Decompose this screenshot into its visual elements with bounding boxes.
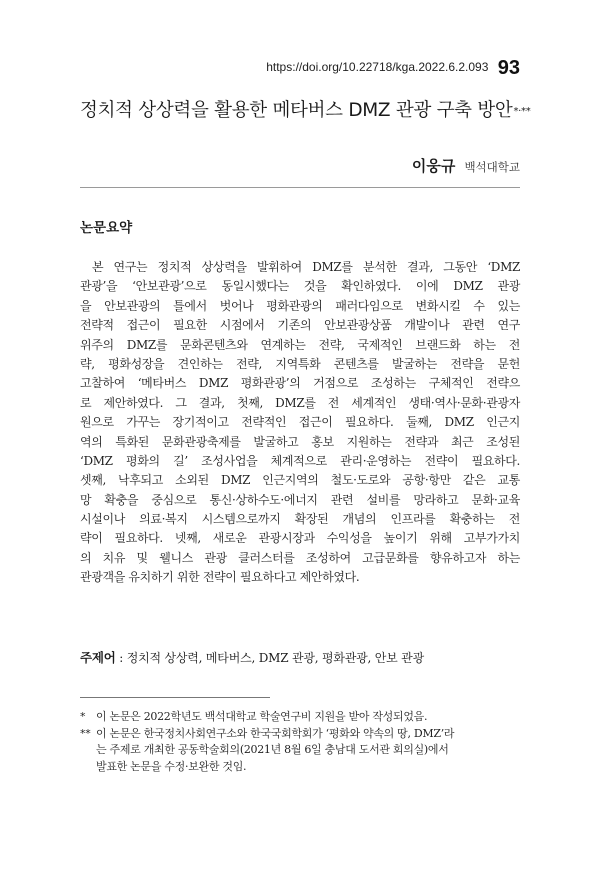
footnote-divider [80, 697, 270, 698]
keywords-label: 주제어 [80, 650, 116, 665]
abstract-line: 로 제안하였다. 그 결과, 첫째, DMZ를 전 세계적인 생태·역사·문화·관광자 [80, 395, 520, 410]
abstract-line: 역의 특화된 문화관광축제를 발굴하고 홍보 지원하는 전략과 최근 조성된 [80, 434, 520, 449]
footnotes [80, 709, 520, 775]
footnote-line: 는 주제로 개최한 공동학술회의(2021년 8월 6일 충남대 도서관 회의실)에서 [96, 743, 449, 756]
doi-link[interactable] [266, 57, 520, 80]
abstract-line: 본 연구는 정치적 상상력을 발휘하여 DMZ를 분석한 결과, 그동안 ‘DMZ [92, 260, 520, 274]
abstract-line: 위주의 DMZ를 문화콘텐츠와 연계하는 전략, 국제적인 브랜드화 하는 전 [80, 337, 520, 352]
footnote-mark: ** [80, 726, 91, 740]
paper-title-text: 정치적 상상력을 활용한 메타버스 DMZ 관광 구축 방안 [80, 100, 513, 121]
paper-title [80, 96, 540, 122]
abstract-line: 관광’을 ‘안보관광’으로 동일시했다는 것을 확인하였다. 이에 DMZ 관광 [80, 279, 520, 294]
footnote-line: 이 논문은 한국정치사회연구소와 한국국회학회가 ‘평화와 약속의 땅, DMZ’라 [96, 726, 455, 740]
footnote-line: 이 논문은 2022학년도 백석대학교 학술연구비 지원을 받아 작성되었음. [96, 710, 428, 723]
abstract-line: 략이 필요하다. 넷째, 새로운 관광시장과 수익성을 높이기 위해 고부가가치 [80, 531, 520, 546]
footnote-1 [80, 709, 520, 726]
abstract-line: 관광객을 유치하기 위한 전략이 필요하다고 제안하였다. [80, 570, 360, 585]
footnote-line: 발표한 논문을 수정·보완한 것임. [96, 759, 247, 773]
footnote-text [96, 726, 520, 776]
abstract-line: 의 치유 및 웰니스 관광 클러스터를 조성하여 고급문화를 향유하고자 하는 [80, 550, 520, 565]
abstract-line: 원으로 가꾸는 장기적이고 전략적인 접근이 필요하다. 둘째, DMZ 인근지 [80, 415, 520, 430]
abstract-body [80, 258, 520, 588]
footnote-text [96, 709, 520, 726]
footnote-mark: * [80, 710, 86, 723]
abstract-line: 시설이나 의료·복지 시스템으로까지 확장된 개념의 인프라를 확충하는 전 [80, 512, 520, 527]
title-footnote-marks: *·** [513, 106, 531, 117]
abstract-line: 략, 평화성장을 견인하는 전략, 지역특화 콘텐츠를 발굴하는 전략을 문헌 [80, 356, 520, 371]
doi-text[interactable]: https://doi.org/10.22718/kga.2022.6.2.093 [266, 60, 489, 74]
abstract-line: 을 안보관광의 틀에서 벗어나 평화관광의 패러다임으로 변화시킬 수 있는 [80, 298, 520, 313]
author-affiliation: 백석대학교 [464, 160, 520, 174]
abstract-line: 전략적 접근이 필요한 시점에서 기존의 안보관광상품 개발이나 관련 연구 [80, 318, 520, 333]
keywords-separator: : [115, 651, 127, 665]
author-name: 이웅규 [411, 157, 456, 175]
title-divider [80, 187, 520, 188]
abstract-line: 고찰하여 ‘메타버스 DMZ 평화관광’의 거점으로 조성하는 구체적인 전략으 [80, 376, 520, 391]
keywords [80, 648, 520, 666]
abstract-line: ‘DMZ 평화의 길’ 조성사업을 체계적으로 관리·운영하는 전략이 필요하다. [80, 453, 520, 468]
author-block [412, 155, 520, 176]
page-number: 93 [497, 57, 520, 79]
abstract-heading: 논문요약 [80, 220, 133, 236]
keywords-text: 정치적 상상력, 메타버스, DMZ 관광, 평화관광, 안보 관광 [126, 651, 424, 665]
footnote-2 [80, 726, 520, 776]
abstract-line: 셋째, 낙후되고 소외된 DMZ 인근지역의 철도·도로와 공항·항만 같은 교통 [80, 473, 520, 488]
abstract-line: 망 확충을 중심으로 통신·상하수도·에너지 관련 설비를 망라하고 문화·교육 [80, 492, 520, 507]
